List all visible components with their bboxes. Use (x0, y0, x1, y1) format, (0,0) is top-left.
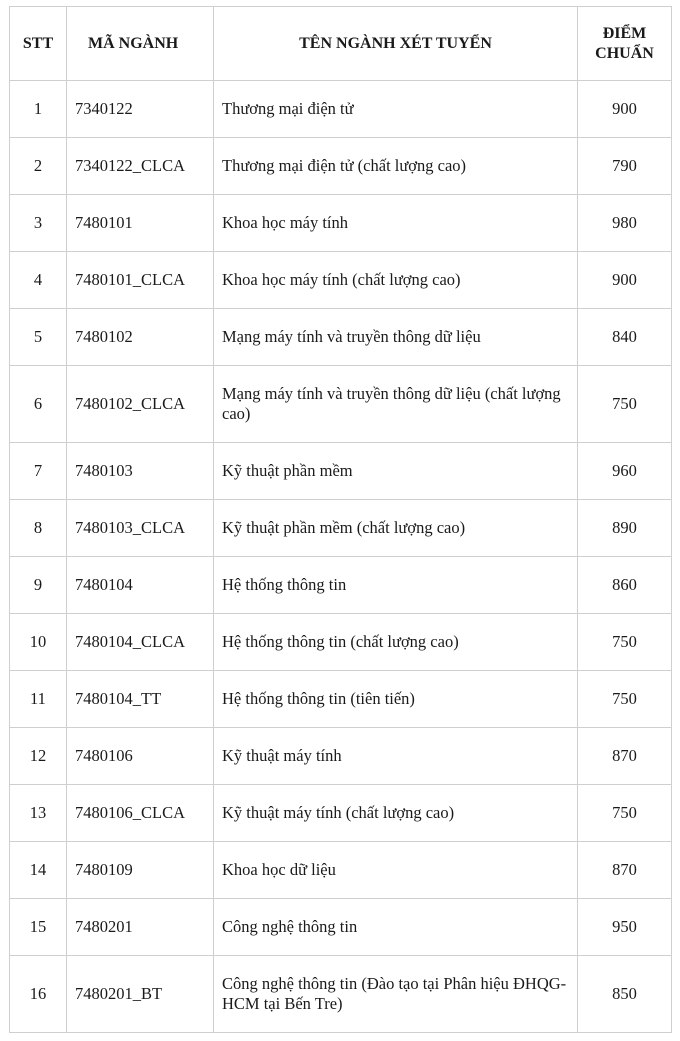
row-stt: 14 (10, 842, 67, 899)
row-code: 7480103_CLCA (67, 500, 214, 557)
row-code: 7480201_BT (67, 956, 214, 1033)
table-row (10, 671, 672, 728)
header-name: TÊN NGÀNH XÉT TUYỂN (214, 7, 578, 81)
row-name: Hệ thống thông tin (chất lượng cao) (214, 614, 578, 671)
row-stt: 1 (10, 81, 67, 138)
row-score: 980 (578, 195, 672, 252)
row-code: 7480106 (67, 728, 214, 785)
row-stt: 11 (10, 671, 67, 728)
row-name: Kỹ thuật máy tính (214, 728, 578, 785)
row-name: Hệ thống thông tin (214, 557, 578, 614)
table-row (10, 195, 672, 252)
row-name: Khoa học dữ liệu (214, 842, 578, 899)
admission-scores-table (9, 6, 672, 1033)
table-row (10, 252, 672, 309)
row-name: Mạng máy tính và truyền thông dữ liệu (214, 309, 578, 366)
row-stt: 3 (10, 195, 67, 252)
header-code: MÃ NGÀNH (67, 7, 214, 81)
row-code: 7340122 (67, 81, 214, 138)
header-stt: STT (10, 7, 67, 81)
row-name: Công nghệ thông tin (214, 899, 578, 956)
row-code: 7480102 (67, 309, 214, 366)
table-row (10, 443, 672, 500)
row-stt: 6 (10, 366, 67, 443)
row-score: 750 (578, 614, 672, 671)
row-code: 7480104 (67, 557, 214, 614)
row-name: Khoa học máy tính (214, 195, 578, 252)
row-code: 7480201 (67, 899, 214, 956)
row-stt: 15 (10, 899, 67, 956)
row-stt: 8 (10, 500, 67, 557)
table-row (10, 614, 672, 671)
row-name: Kỹ thuật phần mềm (chất lượng cao) (214, 500, 578, 557)
row-score: 850 (578, 956, 672, 1033)
row-name: Thương mại điện tử (214, 81, 578, 138)
row-stt: 5 (10, 309, 67, 366)
row-name: Kỹ thuật máy tính (chất lượng cao) (214, 785, 578, 842)
row-score: 750 (578, 671, 672, 728)
header-score-line1: ĐIỂM (602, 24, 647, 42)
row-name: Hệ thống thông tin (tiên tiến) (214, 671, 578, 728)
row-stt: 12 (10, 728, 67, 785)
table-row (10, 557, 672, 614)
row-name: Kỹ thuật phần mềm (214, 443, 578, 500)
row-stt: 16 (10, 956, 67, 1033)
row-stt: 2 (10, 138, 67, 195)
row-score: 890 (578, 500, 672, 557)
row-code: 7480101 (67, 195, 214, 252)
table-row (10, 899, 672, 956)
row-code: 7480101_CLCA (67, 252, 214, 309)
table-row (10, 81, 672, 138)
row-score: 950 (578, 899, 672, 956)
table-row (10, 842, 672, 899)
row-score: 860 (578, 557, 672, 614)
header-score (578, 7, 672, 81)
row-score: 840 (578, 309, 672, 366)
row-name: Thương mại điện tử (chất lượng cao) (214, 138, 578, 195)
row-score: 960 (578, 443, 672, 500)
table-row (10, 309, 672, 366)
row-stt: 7 (10, 443, 67, 500)
row-score: 750 (578, 785, 672, 842)
row-code: 7480104_CLCA (67, 614, 214, 671)
row-code: 7340122_CLCA (67, 138, 214, 195)
row-name: Công nghệ thông tin (Đào tạo tại Phân hiệu ĐHQG-HCM tại Bến Tre) (214, 956, 578, 1033)
row-stt: 9 (10, 557, 67, 614)
table-row (10, 956, 672, 1033)
header-score-line2: CHUẨN (595, 44, 654, 62)
table-row (10, 366, 672, 443)
row-code: 7480104_TT (67, 671, 214, 728)
row-code: 7480103 (67, 443, 214, 500)
row-score: 900 (578, 252, 672, 309)
row-score: 750 (578, 366, 672, 443)
row-stt: 13 (10, 785, 67, 842)
header-row (10, 7, 672, 81)
row-name: Khoa học máy tính (chất lượng cao) (214, 252, 578, 309)
row-score: 870 (578, 728, 672, 785)
row-name: Mạng máy tính và truyền thông dữ liệu (chất lượng cao) (214, 366, 578, 443)
row-code: 7480102_CLCA (67, 366, 214, 443)
table-row (10, 785, 672, 842)
row-score: 900 (578, 81, 672, 138)
row-code: 7480106_CLCA (67, 785, 214, 842)
table-row (10, 500, 672, 557)
table-row (10, 728, 672, 785)
row-score: 790 (578, 138, 672, 195)
table-row (10, 138, 672, 195)
row-stt: 4 (10, 252, 67, 309)
row-code: 7480109 (67, 842, 214, 899)
row-score: 870 (578, 842, 672, 899)
row-stt: 10 (10, 614, 67, 671)
